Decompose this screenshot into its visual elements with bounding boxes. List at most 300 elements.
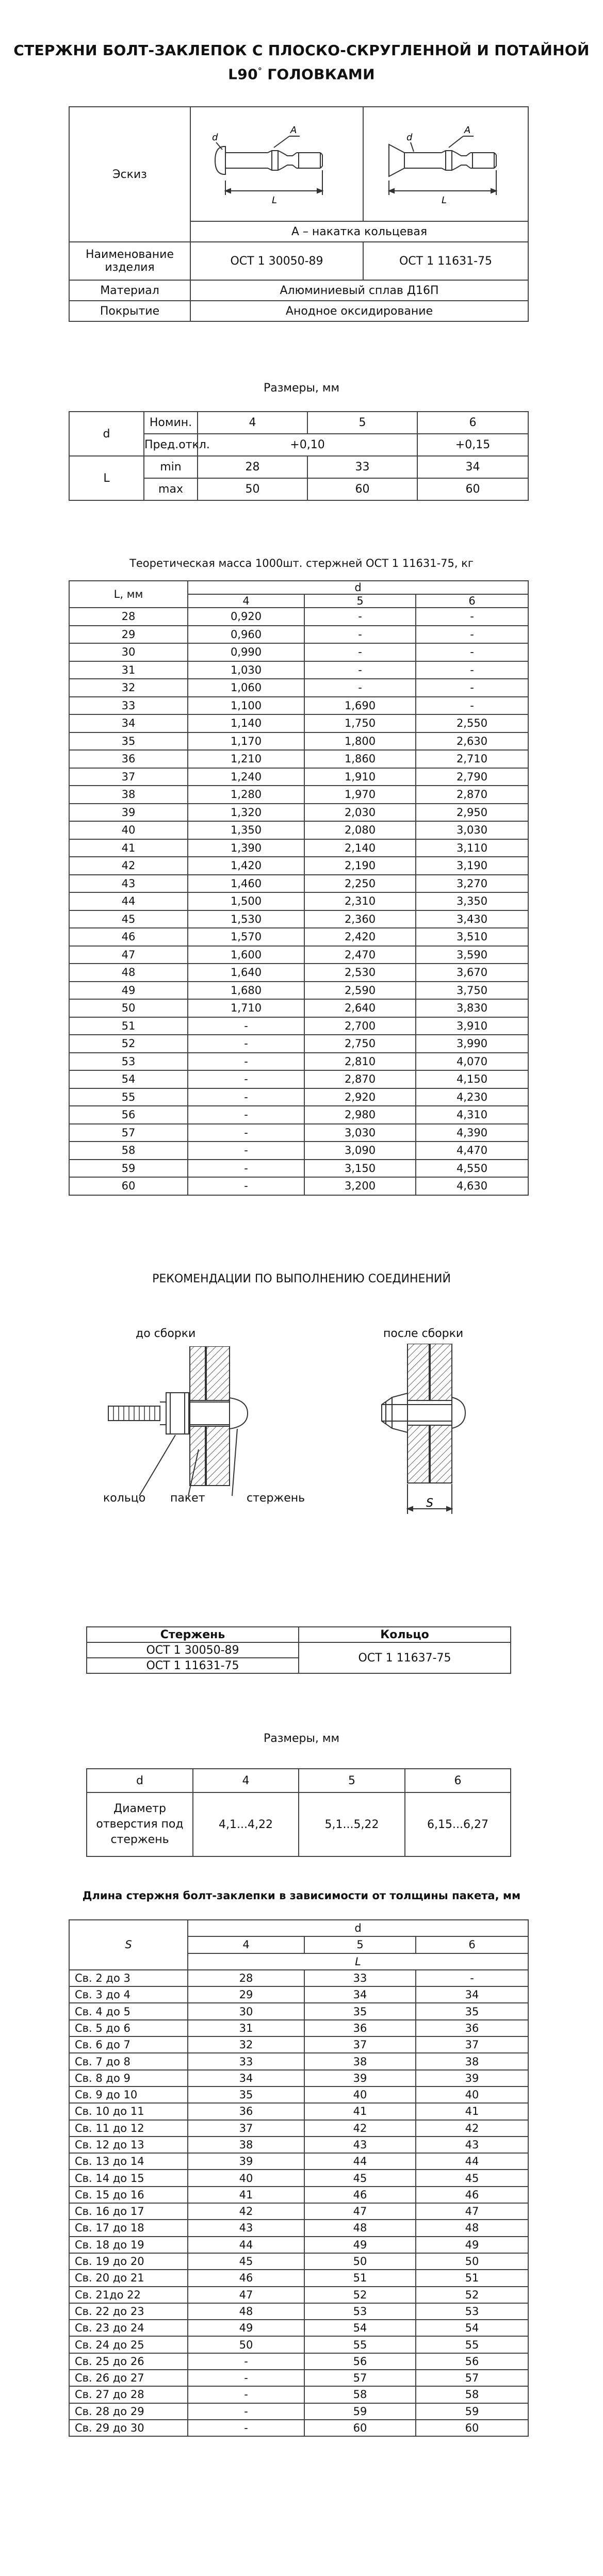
table-row bbox=[69, 1160, 528, 1178]
pack-label: пакет bbox=[170, 1492, 205, 1505]
value-cell: 38 bbox=[304, 2053, 416, 2069]
value-cell: - bbox=[188, 1106, 304, 1124]
value-cell: 1,750 bbox=[304, 714, 416, 732]
value-cell: 1,240 bbox=[188, 768, 304, 786]
table-row bbox=[69, 2270, 528, 2286]
value-cell: 2,750 bbox=[304, 1035, 416, 1053]
value-cell: 1,710 bbox=[188, 999, 304, 1017]
value-cell: 44 bbox=[416, 2153, 528, 2170]
table-row bbox=[69, 786, 528, 804]
table-row bbox=[69, 1970, 528, 1986]
row-key-cell: 58 bbox=[69, 1142, 188, 1160]
table-row bbox=[69, 2120, 528, 2137]
value-cell: 1,970 bbox=[304, 786, 416, 804]
value-cell: - bbox=[416, 697, 528, 715]
row-key-cell: Св. 3 до 4 bbox=[69, 1986, 188, 2003]
value-cell: 48 bbox=[416, 2220, 528, 2236]
table-row bbox=[69, 2036, 528, 2053]
value-cell: 2,810 bbox=[304, 1053, 416, 1071]
row-key-cell: Св. 11 до 12 bbox=[69, 2120, 188, 2137]
length-col-4: 4 bbox=[188, 1936, 304, 1953]
label-a: A bbox=[464, 125, 471, 136]
value-cell: 55 bbox=[416, 2336, 528, 2353]
value-cell: 52 bbox=[416, 2287, 528, 2303]
value-cell: 1,280 bbox=[188, 786, 304, 804]
value-cell: 2,190 bbox=[304, 857, 416, 875]
label-l: L bbox=[272, 195, 278, 206]
value-cell: 48 bbox=[188, 2303, 304, 2320]
row-key-cell: 45 bbox=[69, 910, 188, 928]
row-key-cell: Св. 14 до 15 bbox=[69, 2170, 188, 2186]
mass-table bbox=[69, 580, 529, 1196]
table-row bbox=[69, 1070, 528, 1088]
table-row bbox=[69, 839, 528, 857]
value-cell: 52 bbox=[304, 2287, 416, 2303]
value-cell: 2,530 bbox=[304, 964, 416, 982]
value-cell: 34 bbox=[304, 1986, 416, 2003]
value-cell: 1,530 bbox=[188, 910, 304, 928]
round-head-bolt-drawing bbox=[191, 107, 362, 218]
nomin-4: 4 bbox=[198, 412, 307, 434]
table-row bbox=[69, 2153, 528, 2170]
value-cell: - bbox=[304, 661, 416, 679]
value-cell: 1,910 bbox=[304, 768, 416, 786]
value-cell: 39 bbox=[304, 2070, 416, 2086]
table-row bbox=[69, 2103, 528, 2120]
value-cell: 43 bbox=[416, 2137, 528, 2153]
value-cell: 1,690 bbox=[304, 697, 416, 715]
length-d-header: d bbox=[188, 1920, 528, 1936]
min-5: 33 bbox=[307, 456, 417, 478]
table-row bbox=[69, 875, 528, 893]
value-cell: 47 bbox=[416, 2203, 528, 2220]
title-line-2 bbox=[0, 61, 603, 85]
value-cell: 41 bbox=[188, 2187, 304, 2203]
row-key-cell: 34 bbox=[69, 714, 188, 732]
value-cell: 56 bbox=[416, 2353, 528, 2370]
value-cell: 3,990 bbox=[416, 1035, 528, 1053]
value-cell: 3,150 bbox=[304, 1160, 416, 1178]
table-row bbox=[69, 2203, 528, 2220]
value-cell: - bbox=[188, 1035, 304, 1053]
value-cell: 2,310 bbox=[304, 892, 416, 910]
value-cell: 3,430 bbox=[416, 910, 528, 928]
value-cell: 2,870 bbox=[304, 1070, 416, 1088]
table-row bbox=[69, 2420, 528, 2436]
value-cell: 54 bbox=[304, 2320, 416, 2336]
value-cell: 31 bbox=[188, 2020, 304, 2036]
tol-value-2: +0,15 bbox=[417, 434, 528, 456]
value-cell: 3,590 bbox=[416, 946, 528, 964]
value-cell: 46 bbox=[188, 2270, 304, 2286]
value-cell: 40 bbox=[416, 2086, 528, 2103]
row-key-cell: 50 bbox=[69, 999, 188, 1017]
value-cell: - bbox=[188, 1053, 304, 1071]
table-row bbox=[69, 857, 528, 875]
value-cell: 3,200 bbox=[304, 1177, 416, 1195]
row-key-cell: Св. 13 до 14 bbox=[69, 2153, 188, 2170]
table-row bbox=[69, 1053, 528, 1071]
spec-table bbox=[69, 106, 529, 322]
ring-header: Кольцо bbox=[299, 1627, 511, 1642]
value-cell: 1,500 bbox=[188, 892, 304, 910]
value-cell: 2,710 bbox=[416, 750, 528, 768]
row-key-cell: Св. 16 до 17 bbox=[69, 2203, 188, 2220]
value-cell: - bbox=[188, 2420, 304, 2436]
value-cell: 4,230 bbox=[416, 1088, 528, 1106]
value-cell: 1,860 bbox=[304, 750, 416, 768]
rod-label: стержень bbox=[247, 1492, 305, 1505]
tol-value-1: +0,10 bbox=[198, 434, 417, 456]
rod-2: ОСТ 1 11631-75 bbox=[87, 1658, 299, 1673]
value-cell: 59 bbox=[416, 2403, 528, 2420]
value-cell: 51 bbox=[304, 2270, 416, 2286]
row-key-cell: Св. 10 до 11 bbox=[69, 2103, 188, 2120]
nomin-6: 6 bbox=[417, 412, 528, 434]
mass-table-body bbox=[69, 608, 528, 1195]
value-cell: 3,670 bbox=[416, 964, 528, 982]
table-row bbox=[69, 821, 528, 839]
value-cell: 1,680 bbox=[188, 982, 304, 1000]
table-row bbox=[69, 2170, 528, 2186]
table-row bbox=[69, 2370, 528, 2386]
table-row bbox=[69, 2287, 528, 2303]
value-cell: 35 bbox=[188, 2086, 304, 2103]
value-cell: 37 bbox=[416, 2036, 528, 2053]
nomin-5: 5 bbox=[307, 412, 417, 434]
value-cell: 1,210 bbox=[188, 750, 304, 768]
after-assembly-drawing bbox=[356, 1344, 500, 1540]
row-key-cell: 41 bbox=[69, 839, 188, 857]
row-key-cell: 36 bbox=[69, 750, 188, 768]
value-cell: - bbox=[188, 2386, 304, 2403]
hole-col-4: 4 bbox=[193, 1769, 299, 1792]
value-cell: 1,100 bbox=[188, 697, 304, 715]
row-key-cell: 38 bbox=[69, 786, 188, 804]
value-cell: 1,800 bbox=[304, 732, 416, 751]
page-title bbox=[0, 40, 603, 85]
row-key-cell: Св. 9 до 10 bbox=[69, 2086, 188, 2103]
value-cell: - bbox=[304, 608, 416, 626]
d-label: d bbox=[69, 412, 144, 456]
value-cell: 1,350 bbox=[188, 821, 304, 839]
value-cell: 2,790 bbox=[416, 768, 528, 786]
label-l: L bbox=[442, 195, 447, 206]
hole-val-6: 6,15...6,27 bbox=[405, 1792, 511, 1856]
value-cell: 37 bbox=[188, 2120, 304, 2137]
value-cell: 4,310 bbox=[416, 1106, 528, 1124]
value-cell: 57 bbox=[416, 2370, 528, 2386]
value-cell: 43 bbox=[188, 2220, 304, 2236]
value-cell: 1,390 bbox=[188, 839, 304, 857]
value-cell: 36 bbox=[188, 2103, 304, 2120]
after-label: после сборки bbox=[383, 1327, 464, 1340]
value-cell: - bbox=[416, 608, 528, 626]
table-row bbox=[69, 1106, 528, 1124]
value-cell: 3,750 bbox=[416, 982, 528, 1000]
table-row bbox=[69, 714, 528, 732]
mass-col-4: 4 bbox=[188, 594, 304, 608]
table-row bbox=[69, 2020, 528, 2036]
value-cell: 4,150 bbox=[416, 1070, 528, 1088]
value-cell: 29 bbox=[188, 1986, 304, 2003]
value-cell: 1,640 bbox=[188, 964, 304, 982]
row-key-cell: 28 bbox=[69, 608, 188, 626]
row-key-cell: 44 bbox=[69, 892, 188, 910]
value-cell: 55 bbox=[304, 2336, 416, 2353]
row-key-cell: 56 bbox=[69, 1106, 188, 1124]
table-row bbox=[69, 2237, 528, 2253]
min-label: min bbox=[144, 456, 198, 478]
row-key-cell: 53 bbox=[69, 1053, 188, 1071]
value-cell: 34 bbox=[416, 1986, 528, 2003]
table-row bbox=[69, 2220, 528, 2236]
row-key-cell: Св. 2 до 3 bbox=[69, 1970, 188, 1986]
length-l-header: L bbox=[188, 1953, 528, 1970]
table-row bbox=[69, 2353, 528, 2370]
title-degree-sign: ° bbox=[257, 66, 263, 76]
value-cell: - bbox=[188, 1160, 304, 1178]
name-ost-30050: ОСТ 1 30050-89 bbox=[190, 242, 363, 280]
value-cell: 1,170 bbox=[188, 732, 304, 751]
row-key-cell: Св. 29 до 30 bbox=[69, 2420, 188, 2436]
row-key-cell: Св. 21до 22 bbox=[69, 2287, 188, 2303]
value-cell: 28 bbox=[188, 1970, 304, 1986]
hole-row-label: Диаметр отверстия под стержень bbox=[87, 1792, 193, 1856]
sizes-table bbox=[69, 411, 529, 501]
value-cell: 40 bbox=[304, 2086, 416, 2103]
table-row bbox=[69, 982, 528, 1000]
row-key-cell: Св. 15 до 16 bbox=[69, 2187, 188, 2203]
value-cell: 1,320 bbox=[188, 804, 304, 822]
table-row bbox=[69, 2320, 528, 2336]
name-ost-11631: ОСТ 1 11631-75 bbox=[363, 242, 528, 280]
table-row bbox=[69, 928, 528, 946]
value-cell: 48 bbox=[304, 2220, 416, 2236]
value-cell: 38 bbox=[188, 2137, 304, 2153]
value-cell: 4,630 bbox=[416, 1177, 528, 1195]
table-row bbox=[69, 2053, 528, 2069]
value-cell: 2,030 bbox=[304, 804, 416, 822]
value-cell: 46 bbox=[416, 2187, 528, 2203]
value-cell: - bbox=[188, 1070, 304, 1088]
hole-table bbox=[86, 1768, 511, 1857]
value-cell: 1,420 bbox=[188, 857, 304, 875]
sketch-countersunk-head bbox=[363, 107, 528, 221]
value-cell: 34 bbox=[188, 2070, 304, 2086]
length-col-5: 5 bbox=[304, 1936, 416, 1953]
table-row bbox=[69, 2137, 528, 2153]
max-4: 50 bbox=[198, 478, 307, 500]
value-cell: 58 bbox=[416, 2386, 528, 2403]
value-cell: - bbox=[416, 679, 528, 697]
max-5: 60 bbox=[307, 478, 417, 500]
value-cell: 4,470 bbox=[416, 1142, 528, 1160]
value-cell: 2,420 bbox=[304, 928, 416, 946]
row-key-cell: Св. 5 до 6 bbox=[69, 2020, 188, 2036]
value-cell: 4,550 bbox=[416, 1160, 528, 1178]
table-row bbox=[69, 1017, 528, 1035]
mass-d-header: d bbox=[188, 581, 528, 594]
value-cell: 33 bbox=[188, 2053, 304, 2069]
value-cell: 1,030 bbox=[188, 661, 304, 679]
value-cell: 2,140 bbox=[304, 839, 416, 857]
row-key-cell: Св. 17 до 18 bbox=[69, 2220, 188, 2236]
value-cell: 53 bbox=[416, 2303, 528, 2320]
value-cell: - bbox=[188, 1142, 304, 1160]
row-key-cell: Св. 23 до 24 bbox=[69, 2320, 188, 2336]
value-cell: 1,140 bbox=[188, 714, 304, 732]
row-key-cell: 47 bbox=[69, 946, 188, 964]
row-key-cell: Св. 26 до 27 bbox=[69, 2370, 188, 2386]
row-key-cell: 37 bbox=[69, 768, 188, 786]
table-row bbox=[69, 661, 528, 679]
value-cell: 47 bbox=[188, 2287, 304, 2303]
value-cell: 3,190 bbox=[416, 857, 528, 875]
value-cell: 2,950 bbox=[416, 804, 528, 822]
value-cell: 47 bbox=[304, 2203, 416, 2220]
length-s-header: S bbox=[69, 1920, 188, 1970]
table-row bbox=[69, 804, 528, 822]
row-key-cell: 35 bbox=[69, 732, 188, 751]
value-cell: 60 bbox=[416, 2420, 528, 2436]
table-row bbox=[69, 1124, 528, 1142]
label-d: d bbox=[406, 132, 413, 143]
row-key-cell: Св. 8 до 9 bbox=[69, 2070, 188, 2086]
table-row bbox=[69, 608, 528, 626]
value-cell: 36 bbox=[416, 2020, 528, 2036]
value-cell: 51 bbox=[416, 2270, 528, 2286]
max-6: 60 bbox=[417, 478, 528, 500]
table-row bbox=[69, 910, 528, 928]
row-key-cell: 49 bbox=[69, 982, 188, 1000]
table-row bbox=[69, 1986, 528, 2003]
value-cell: 38 bbox=[416, 2053, 528, 2069]
ring-label: кольцо bbox=[103, 1492, 146, 1505]
title-line-2-prefix: L90 bbox=[228, 66, 258, 83]
row-key-cell: Св. 24 до 25 bbox=[69, 2336, 188, 2353]
value-cell: 3,350 bbox=[416, 892, 528, 910]
table-row bbox=[69, 750, 528, 768]
row-key-cell: 48 bbox=[69, 964, 188, 982]
sizes-caption-2: Размеры, мм bbox=[263, 1732, 340, 1745]
value-cell: 2,640 bbox=[304, 999, 416, 1017]
table-row bbox=[69, 732, 528, 751]
value-cell: 3,030 bbox=[416, 821, 528, 839]
value-cell: 2,470 bbox=[304, 946, 416, 964]
value-cell: 33 bbox=[304, 1970, 416, 1986]
row-key-cell: Св. 6 до 7 bbox=[69, 2036, 188, 2053]
row-key-cell: Св. 4 до 5 bbox=[69, 2003, 188, 2019]
value-cell: 50 bbox=[188, 2336, 304, 2353]
table-row bbox=[69, 2003, 528, 2019]
coating-value: Анодное оксидирование bbox=[190, 301, 528, 321]
value-cell: 39 bbox=[188, 2153, 304, 2170]
row-key-cell: 60 bbox=[69, 1177, 188, 1195]
table-row bbox=[69, 2386, 528, 2403]
value-cell: 44 bbox=[188, 2237, 304, 2253]
row-key-cell: Св. 18 до 19 bbox=[69, 2237, 188, 2253]
value-cell: 30 bbox=[188, 2003, 304, 2019]
table-row bbox=[69, 946, 528, 964]
rod-header: Стержень bbox=[87, 1627, 299, 1642]
row-key-cell: Св. 7 до 8 bbox=[69, 2053, 188, 2069]
row-key-cell: 32 bbox=[69, 679, 188, 697]
hole-val-5: 5,1...5,22 bbox=[299, 1792, 405, 1856]
table-row bbox=[69, 2303, 528, 2320]
table-row bbox=[69, 2403, 528, 2420]
knurl-note: А – накатка кольцевая bbox=[190, 221, 528, 242]
value-cell: 1,460 bbox=[188, 875, 304, 893]
ring-value: ОСТ 1 11637-75 bbox=[299, 1642, 511, 1673]
table-row bbox=[69, 679, 528, 697]
value-cell: 3,830 bbox=[416, 999, 528, 1017]
rod-1: ОСТ 1 30050-89 bbox=[87, 1642, 299, 1658]
table-row bbox=[69, 2070, 528, 2086]
row-key-cell: 46 bbox=[69, 928, 188, 946]
value-cell: 39 bbox=[416, 2070, 528, 2086]
length-caption: Длина стержня болт-заклепки в зависимости от толщины пакета, мм bbox=[82, 1889, 521, 1902]
length-table bbox=[69, 1919, 529, 2437]
value-cell: 35 bbox=[304, 2003, 416, 2019]
value-cell: 42 bbox=[188, 2203, 304, 2220]
value-cell: - bbox=[188, 1088, 304, 1106]
value-cell: 43 bbox=[304, 2137, 416, 2153]
row-key-cell: Св. 27 до 28 bbox=[69, 2386, 188, 2403]
value-cell: 4,070 bbox=[416, 1053, 528, 1071]
row-key-cell: 57 bbox=[69, 1124, 188, 1142]
value-cell: - bbox=[188, 1017, 304, 1035]
before-assembly-drawing bbox=[77, 1346, 294, 1517]
title-line-2-suffix: ГОЛОВКАМИ bbox=[262, 66, 375, 83]
value-cell: - bbox=[416, 661, 528, 679]
row-key-cell: 54 bbox=[69, 1070, 188, 1088]
value-cell: 50 bbox=[304, 2253, 416, 2270]
row-key-cell: 30 bbox=[69, 643, 188, 661]
value-cell: 37 bbox=[304, 2036, 416, 2053]
label-d: d bbox=[212, 132, 218, 143]
value-cell: 4,390 bbox=[416, 1124, 528, 1142]
row-key-cell: 43 bbox=[69, 875, 188, 893]
sketch-round-head bbox=[190, 107, 363, 221]
label-a: A bbox=[290, 125, 297, 136]
value-cell: 2,630 bbox=[416, 732, 528, 751]
hole-col-5: 5 bbox=[299, 1769, 405, 1792]
value-cell: - bbox=[188, 2370, 304, 2386]
row-key-cell: Св. 20 до 21 bbox=[69, 2270, 188, 2286]
value-cell: 2,550 bbox=[416, 714, 528, 732]
value-cell: - bbox=[304, 679, 416, 697]
row-key-cell: 40 bbox=[69, 821, 188, 839]
max-label: max bbox=[144, 478, 198, 500]
value-cell: 40 bbox=[188, 2170, 304, 2186]
value-cell: 3,110 bbox=[416, 839, 528, 857]
value-cell: 44 bbox=[304, 2153, 416, 2170]
row-key-cell: 59 bbox=[69, 1160, 188, 1178]
value-cell: 36 bbox=[304, 2020, 416, 2036]
row-key-cell: 51 bbox=[69, 1017, 188, 1035]
value-cell: 3,030 bbox=[304, 1124, 416, 1142]
value-cell: 42 bbox=[416, 2120, 528, 2137]
l-label: L bbox=[69, 456, 144, 500]
material-label: Материал bbox=[69, 280, 190, 301]
value-cell: 3,270 bbox=[416, 875, 528, 893]
row-key-cell: Св. 25 до 26 bbox=[69, 2353, 188, 2370]
sketch-label: Эскиз bbox=[69, 107, 190, 242]
material-value: Алюминиевый сплав Д16П bbox=[190, 280, 528, 301]
row-key-cell: 29 bbox=[69, 626, 188, 644]
row-key-cell: Св. 12 до 13 bbox=[69, 2137, 188, 2153]
